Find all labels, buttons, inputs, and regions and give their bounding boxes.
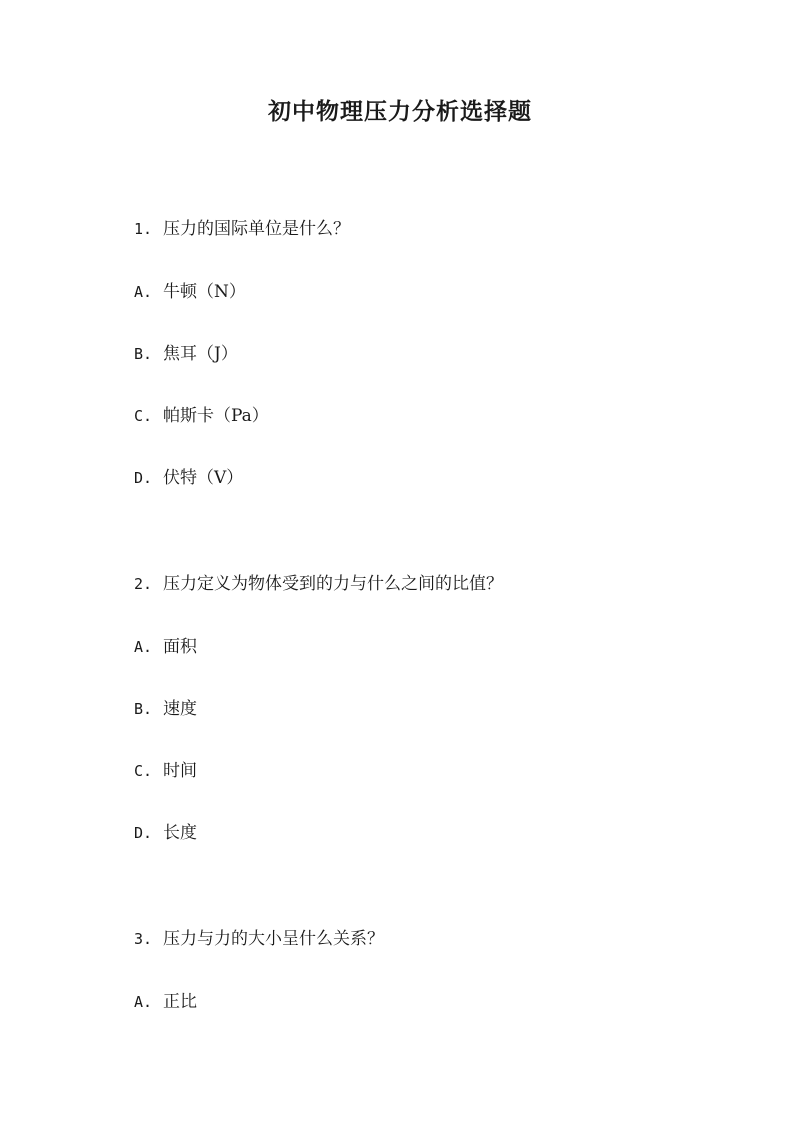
option-letter: A. bbox=[134, 993, 153, 1011]
option-letter: C. bbox=[134, 407, 153, 425]
option-text: 帕斯卡（Pa） bbox=[163, 406, 269, 426]
question-text: 压力定义为物体受到的力与什么之间的比值？ bbox=[163, 574, 503, 594]
question-text: 压力与力的大小呈什么关系？ bbox=[163, 929, 384, 949]
question-1 bbox=[134, 217, 350, 241]
question-text: 压力的国际单位是什么？ bbox=[163, 219, 350, 239]
question-2 bbox=[134, 572, 503, 596]
question-3-option-a bbox=[134, 990, 197, 1014]
question-1-option-b bbox=[134, 342, 238, 366]
question-2-option-a bbox=[134, 635, 197, 659]
option-letter: A. bbox=[134, 638, 153, 656]
option-letter: D. bbox=[134, 824, 153, 842]
question-1-option-a bbox=[134, 280, 246, 304]
document-title: 初中物理压力分析选择题 bbox=[268, 98, 532, 125]
question-2-option-c bbox=[134, 759, 197, 783]
option-text: 伏特（V） bbox=[163, 468, 244, 488]
option-text: 牛顿（N） bbox=[163, 282, 246, 302]
option-letter: B. bbox=[134, 700, 153, 718]
question-2-option-b bbox=[134, 697, 197, 721]
option-text: 焦耳（J） bbox=[163, 344, 238, 364]
question-1-option-c bbox=[134, 404, 269, 428]
option-letter: D. bbox=[134, 469, 153, 487]
question-3 bbox=[134, 927, 384, 951]
option-text: 速度 bbox=[163, 699, 197, 719]
option-text: 正比 bbox=[163, 992, 197, 1012]
option-text: 时间 bbox=[163, 761, 197, 781]
question-1-option-d bbox=[134, 466, 243, 490]
option-letter: C. bbox=[134, 762, 153, 780]
question-number: 1. bbox=[134, 220, 153, 238]
question-number: 3. bbox=[134, 930, 153, 948]
option-letter: B. bbox=[134, 345, 153, 363]
option-text: 长度 bbox=[163, 823, 197, 843]
question-number: 2. bbox=[134, 575, 153, 593]
question-2-option-d bbox=[134, 821, 197, 845]
option-text: 面积 bbox=[163, 637, 197, 657]
option-letter: A. bbox=[134, 283, 153, 301]
